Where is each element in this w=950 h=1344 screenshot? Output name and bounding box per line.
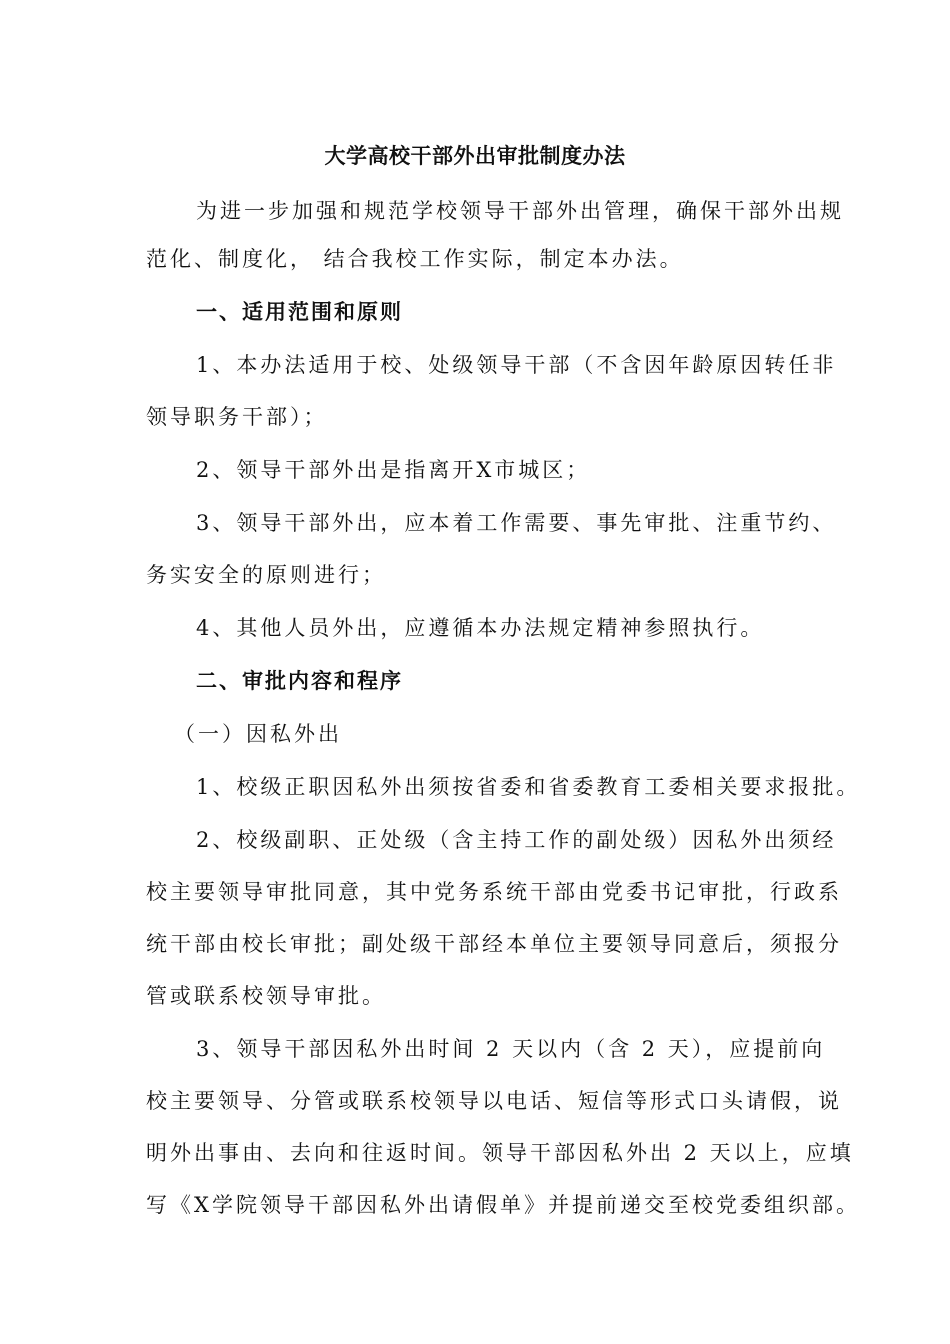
section-2-item-3-line-1: 3、领导干部因私外出时间 2 天以内（含 2 天），应提前向 (196, 1037, 826, 1061)
intro-line-2: 范化、制度化， 结合我校工作实际，制定本办法。 (146, 247, 684, 271)
section-1-item-3-line-1: 3、领导干部外出，应本着工作需要、事先审批、注重节约、 (196, 511, 837, 535)
section-2-item-3-line-4: 写《X学院领导干部因私外出请假单》并提前递交至校党委组织部。 (146, 1193, 860, 1217)
document-title: 大学高校干部外出审批制度办法 (324, 143, 626, 168)
section-2-item-2-line-3: 统干部由校长审批；副处级干部经本单位主要领导同意后，须报分 (146, 932, 842, 956)
section-1-item-1-line-1: 1、本办法适用于校、处级领导干部（不含因年龄原因转任非 (196, 353, 837, 377)
section-1-item-2: 2、领导干部外出是指离开X市城区； (196, 458, 591, 482)
section-2-heading: 二、审批内容和程序 (196, 668, 403, 693)
section-2-item-3-line-2: 校主要领导、分管或联系校领导以电话、短信等形式口头请假，说 (146, 1089, 842, 1113)
section-2-item-1: 1、校级正职因私外出须按省委和省委教育工委相关要求报批。 (196, 775, 861, 799)
section-2-item-2-line-1: 2、校级副职、正处级（含主持工作的副处级）因私外出须经 (196, 828, 837, 852)
section-2-item-2-line-4: 管或联系校领导审批。 (146, 984, 386, 1008)
section-2-item-3-line-3: 明外出事由、去向和往返时间。领导干部因私外出 2 天以上，应填 (146, 1141, 854, 1165)
intro-line-1: 为进一步加强和规范学校领导干部外出管理，确保干部外出规 (196, 199, 844, 223)
section-1-item-1-line-2: 领导职务干部）； (146, 405, 328, 429)
section-1-heading: 一、适用范围和原则 (196, 299, 403, 324)
section-2-item-2-line-2: 校主要领导审批同意，其中党务系统干部由党委书记审批，行政系 (146, 880, 842, 904)
section-2-subheading: （一）因私外出 (174, 722, 342, 746)
section-1-item-4: 4、其他人员外出，应遵循本办法规定精神参照执行。 (196, 616, 765, 640)
section-1-item-3-line-2: 务实安全的原则进行； (146, 563, 386, 587)
